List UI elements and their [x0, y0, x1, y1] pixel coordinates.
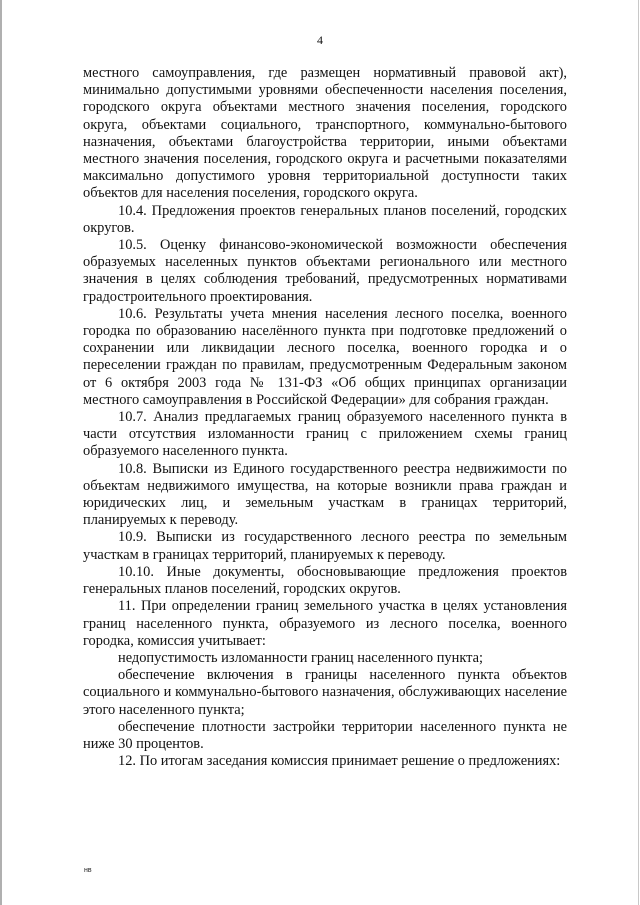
page-right-edge	[638, 0, 639, 905]
paragraph: местного самоуправления, где размещен нормативный правовой акт), минимально допустимыми уровнями обеспеченности населения поселения, городского округа объектами местного значения поселения, городского округа, объектами социального, транспортного, коммунально-бытового назначения, объектами благоустройства территории, иными объектами местного значения поселения, городского округа и расчетными показателями максимально допустимого уровня территориальной доступности таких объектов для населения поселения, городского округа.	[83, 65, 567, 202]
paragraph: обеспечение включения в границы населенного пункта объектов социального и коммунально-бытового назначения, обслуживающих население этого населенного пункта;	[83, 667, 567, 718]
footer-initials: нв	[84, 867, 92, 874]
paragraph: 10.4. Предложения проектов генеральных планов поселений, городских округов.	[83, 202, 567, 236]
paragraph: 12. По итогам заседания комиссия принимает решение о предложениях:	[118, 753, 561, 770]
page-number: 4	[317, 33, 323, 47]
paragraph: недопустимость изломанности границ населенного пункта;	[118, 649, 483, 666]
document-body	[83, 65, 567, 770]
paragraph: обеспечение плотности застройки территории населенного пункта не ниже 30 процентов.	[83, 718, 567, 752]
paragraph: 10.7. Анализ предлагаемых границ образуемого населенного пункта в части отсутствия изломанности границ с приложением схемы границ образуемого населенного пункта.	[83, 409, 567, 460]
paragraph: 10.8. Выписки из Единого государственного реестра недвижимости по объектам недвижимого имущества, на которые возникли права граждан и юридических лиц, и земельным участкам в границах территорий, планируемых к переводу.	[83, 460, 567, 529]
page-left-edge	[0, 0, 2, 905]
paragraph: 10.6. Результаты учета мнения населения лесного поселка, военного городка по образованию населённого пункта при подготовке предложений о сохранении или ликвидации лесного поселка, военного городка и о переселении граждан по правилам, предусмотренным Федеральным законом от 6 октября 2003 года № 131-ФЗ «Об общих принципах организации местного самоуправления в Российской Федерации» для собрания граждан.	[83, 305, 567, 408]
paragraph: 10.10. Иные документы, обосновывающие предложения проектов генеральных планов поселений, городских округов.	[83, 563, 567, 598]
paragraph: 11. При определении границ земельного участка в целях установления границ населенного пункта, образуемого из лесного поселка, военного городка, комиссия учитывает:	[83, 598, 567, 649]
paragraph: 10.9. Выписки из государственного лесного реестра по земельным участкам в границах территорий, планируемых к переводу.	[83, 529, 567, 563]
paragraph: 10.5. Оценку финансово-экономической возможности обеспечения образуемых населенных пунктов объектами регионального или местного значения в целях соблюдения требований, предусмотренных нормативами градостроительного проектирования.	[83, 237, 567, 305]
